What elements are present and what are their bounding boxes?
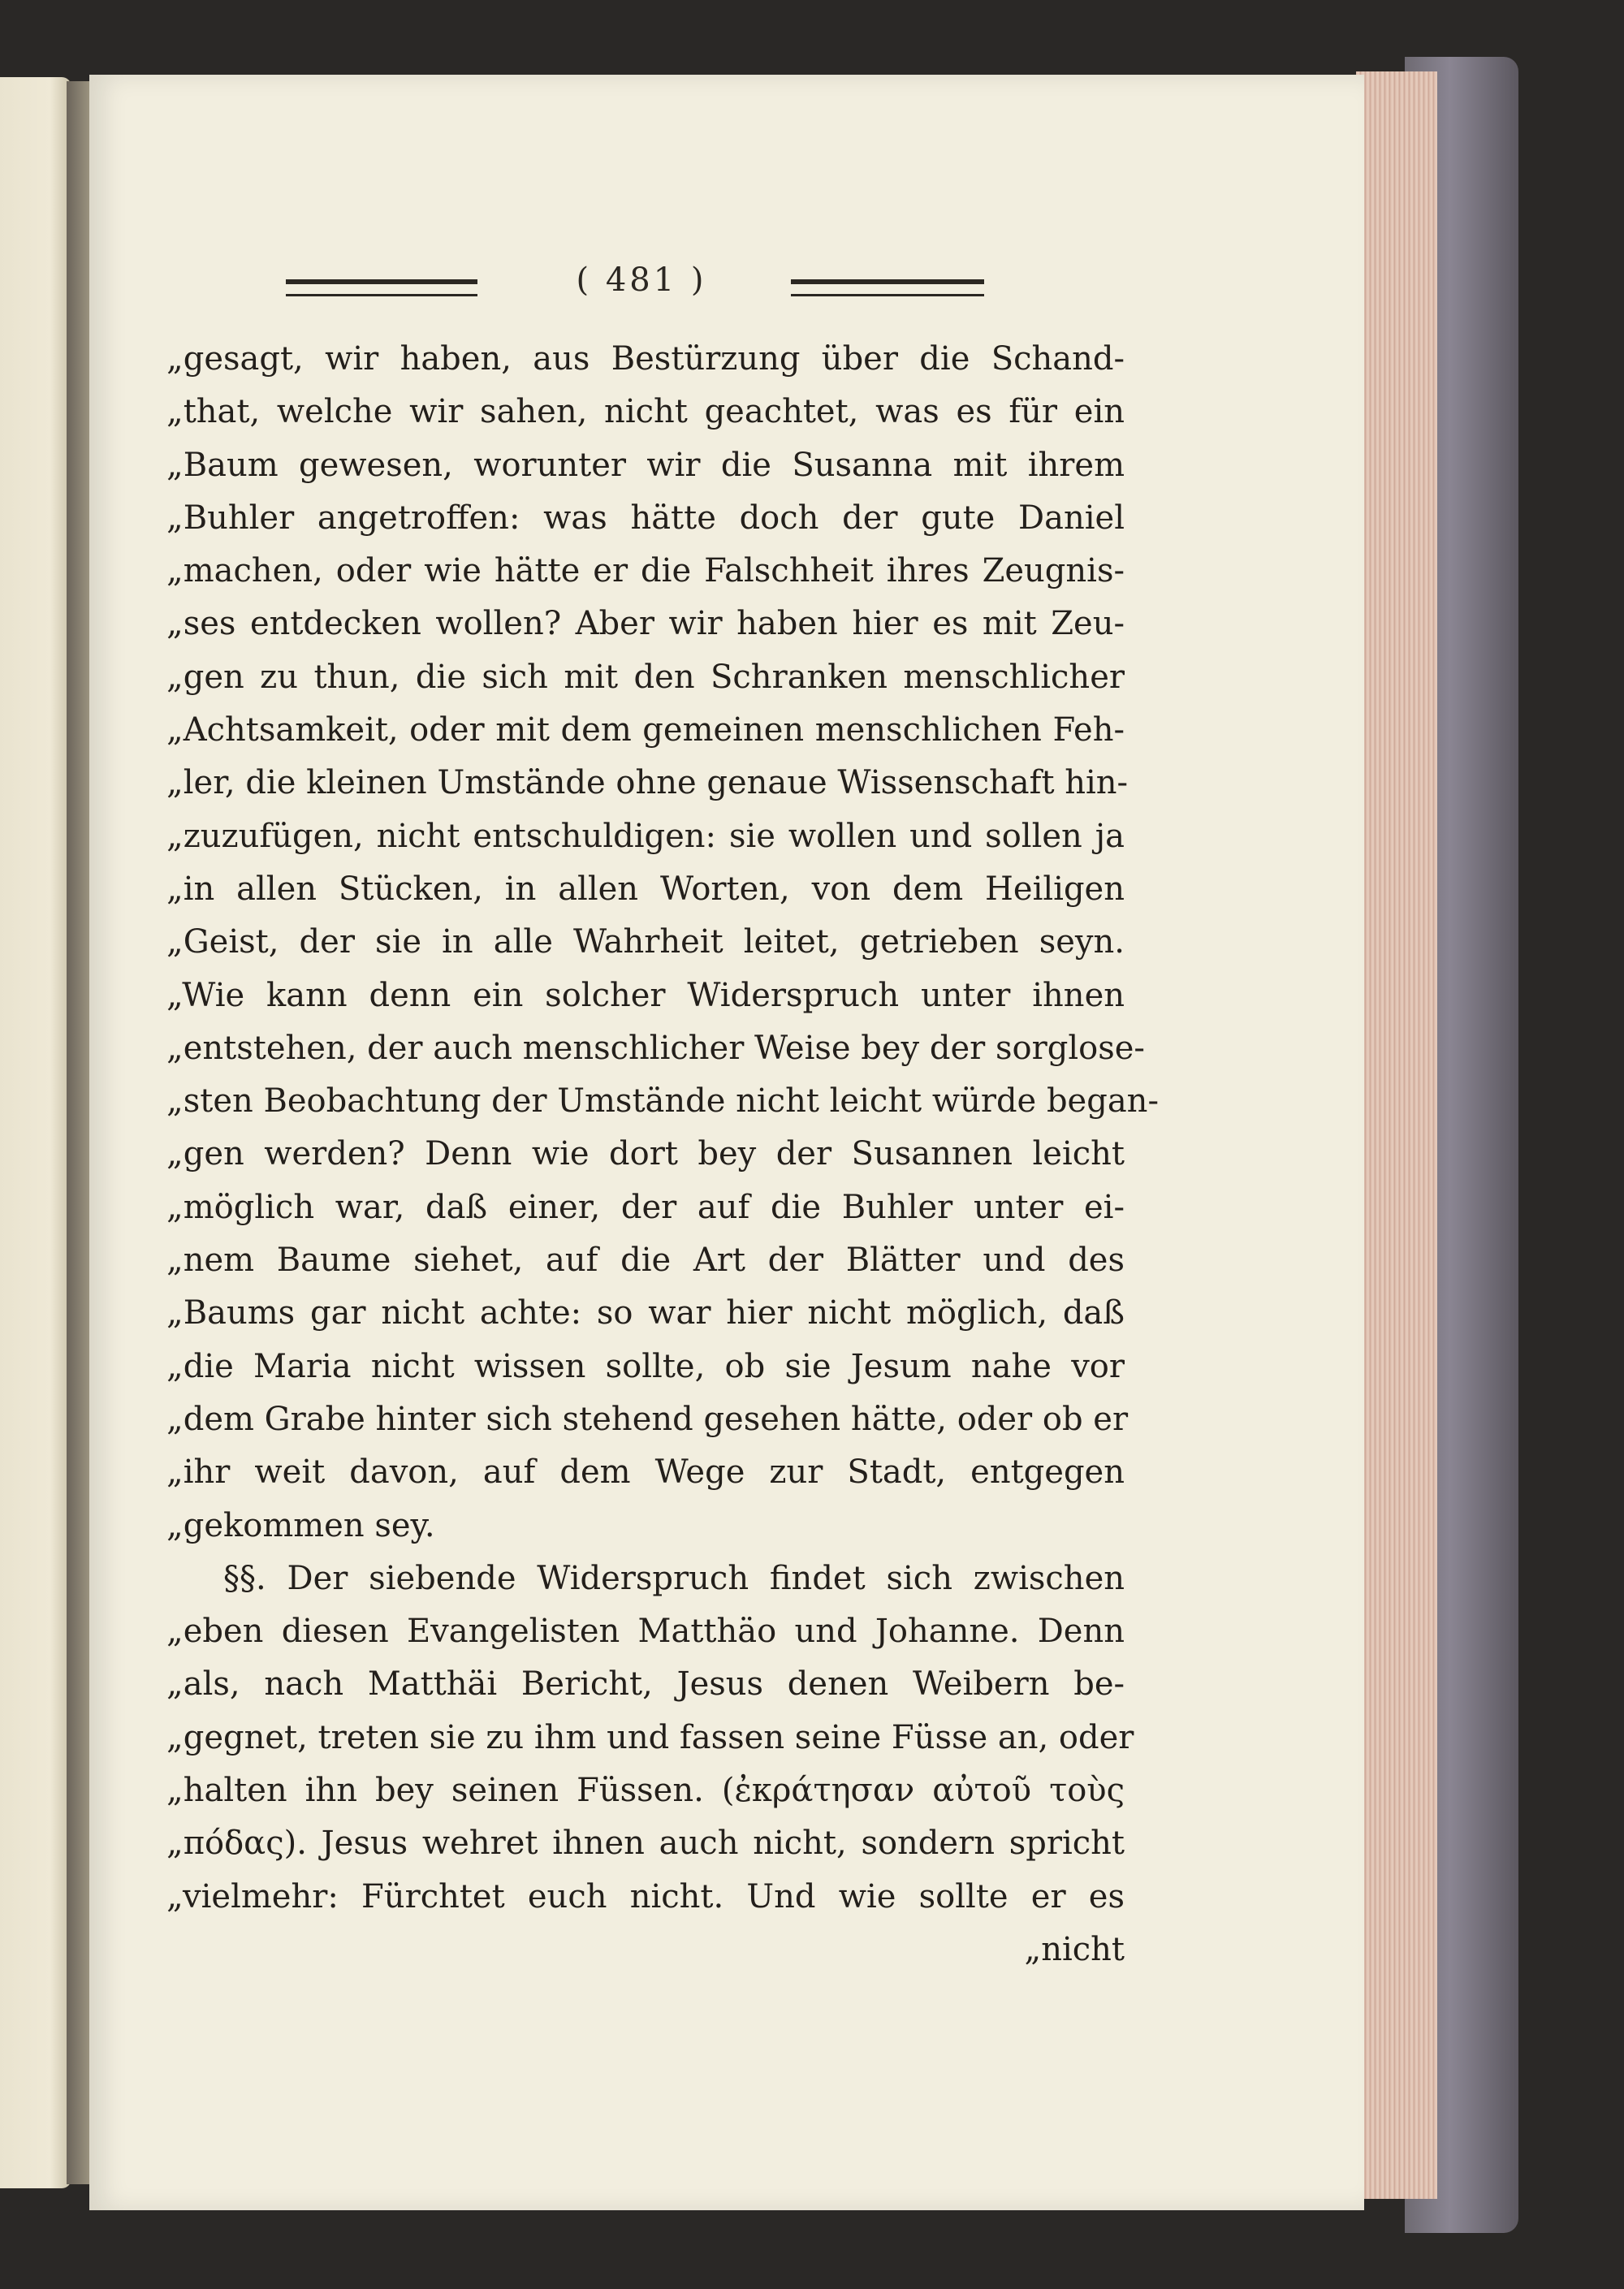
text-line: „gen werden? Denn wie dort bey der Susannen leicht — [166, 1135, 1125, 1173]
book-gutter — [67, 81, 89, 2184]
catchword: „nicht — [1024, 1930, 1125, 1968]
page-body-text — [166, 333, 1159, 1976]
header-rule-left — [286, 279, 477, 296]
text-line: „Baum gewesen, worunter wir die Susanna mit ihrem — [166, 446, 1125, 484]
text-line: „ler, die kleinen Umstände ohne genaue Wissenschaft hin- — [166, 764, 1129, 802]
text-line: „sten Beobachtung der Umstände nicht leicht würde began- — [166, 1082, 1159, 1121]
text-line: „halten ihn bey seinen Füssen. (ἐκράτησαν αὐτοῦ τοὺς — [166, 1772, 1125, 1810]
text-line: „die Maria nicht wissen sollte, ob sie Jesum nahe vor — [166, 1347, 1125, 1385]
text-line: „Baums gar nicht achte: so war hier nicht möglich, daß — [166, 1294, 1125, 1332]
page-number: ( 481 ) — [576, 261, 707, 299]
text-line: §§. Der siebende Widerspruch findet sich zwischen — [223, 1559, 1125, 1597]
text-line: „dem Grabe hinter sich stehend gesehen hätte, oder ob er — [166, 1400, 1129, 1438]
text-line: „nem Baume siehet, auf die Art der Blätter und des — [166, 1242, 1125, 1280]
text-line: „als, nach Matthäi Bericht, Jesus denen Weibern be- — [166, 1665, 1125, 1704]
page-header — [195, 261, 1007, 310]
text-line: „in allen Stücken, in allen Worten, von dem Heiligen — [166, 870, 1125, 908]
page-edges — [1356, 71, 1437, 2199]
text-line: „möglich war, daß einer, der auf die Buhler unter ei- — [166, 1188, 1125, 1226]
text-line: „that, welche wir sahen, nicht geachtet, was es für ein — [166, 393, 1125, 431]
text-line: „gesagt, wir haben, aus Bestürzung über die Schand- — [166, 340, 1125, 378]
header-rule-right — [791, 279, 984, 296]
text-line: „zuzufügen, nicht entschuldigen: sie wollen und sollen ja — [166, 817, 1125, 855]
text-line: „ses entdecken wollen? Aber wir haben hier es mit Zeu- — [166, 605, 1125, 643]
text-line: „eben diesen Evangelisten Matthäo und Johanne. Denn — [166, 1613, 1125, 1651]
text-line: „machen, oder wie hätte er die Falschheit ihres Zeugnis- — [166, 552, 1125, 590]
text-line: „Geist, der sie in alle Wahrheit leitet, getrieben seyn. — [166, 923, 1125, 961]
facing-page-edge — [0, 77, 71, 2188]
text-line: „ihr weit davon, auf dem Wege zur Stadt, entgegen — [166, 1453, 1125, 1492]
text-line: „gegnet, treten sie zu ihm und fassen seine Füsse an, oder — [166, 1718, 1134, 1756]
text-line: „Achtsamkeit, oder mit dem gemeinen menschlichen Feh- — [166, 711, 1125, 749]
text-line: „gekommen sey. — [166, 1506, 435, 1544]
text-line: „vielmehr: Fürchtet euch nicht. Und wie sollte er es — [166, 1877, 1125, 1915]
text-line: „Buhler angetroffen: was hätte doch der gute Daniel — [166, 499, 1125, 537]
text-line: „πόδας). Jesus wehret ihnen auch nicht, sondern spricht — [166, 1825, 1125, 1863]
text-line: „Wie kann denn ein solcher Widerspruch unter ihnen — [166, 976, 1125, 1014]
text-line: „entstehen, der auch menschlicher Weise bey der sorglose- — [166, 1029, 1145, 1067]
text-line: „gen zu thun, die sich mit den Schranken menschlicher — [166, 658, 1125, 696]
